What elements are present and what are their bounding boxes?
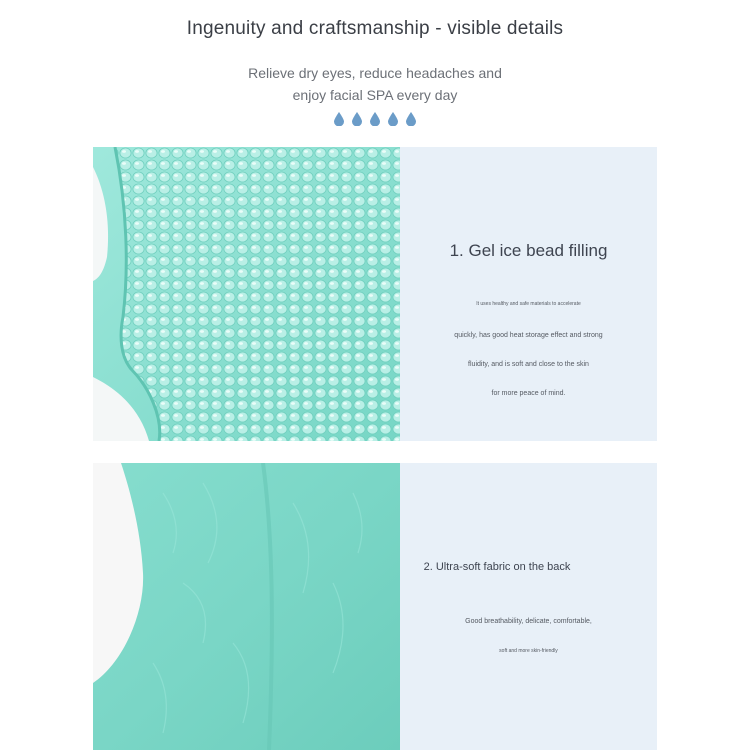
- feature-card-gel: [93, 147, 657, 441]
- water-drop-icon: [388, 112, 398, 126]
- feature-description-line: fluidity, and is soft and close to the skin: [468, 361, 589, 368]
- feature-description-line: for more peace of mind.: [491, 390, 566, 397]
- water-drop-icon: [406, 112, 416, 126]
- feature-description-line: Good breathability, delicate, comfortable,: [465, 618, 592, 625]
- feature-description-line: It uses healthy and safe materials to accelerate: [476, 301, 581, 307]
- header-subtitle: [0, 62, 750, 106]
- gel-feature-info: [400, 147, 657, 441]
- feature-title: 1. Gel ice bead filling: [449, 241, 608, 260]
- subtitle-line-2: enjoy facial SPA every day: [292, 87, 458, 103]
- gel-beads-photo: [93, 147, 400, 441]
- fabric-photo: [93, 463, 400, 750]
- feature-description-line: soft and more skin-friendly: [499, 648, 558, 654]
- feature-title: 2. Ultra-soft fabric on the back: [423, 561, 571, 573]
- water-drops: [0, 112, 750, 126]
- subtitle-line-1: Relieve dry eyes, reduce headaches and: [248, 65, 502, 81]
- feature-card-fabric: [93, 463, 657, 750]
- header-title: Ingenuity and craftsmanship - visible details: [186, 18, 564, 39]
- water-drop-icon: [352, 112, 362, 126]
- water-drop-icon: [370, 112, 380, 126]
- water-drop-icon: [334, 112, 344, 126]
- feature-description-line: quickly, has good heat storage effect and strong: [454, 332, 603, 339]
- fabric-feature-info: [400, 463, 657, 750]
